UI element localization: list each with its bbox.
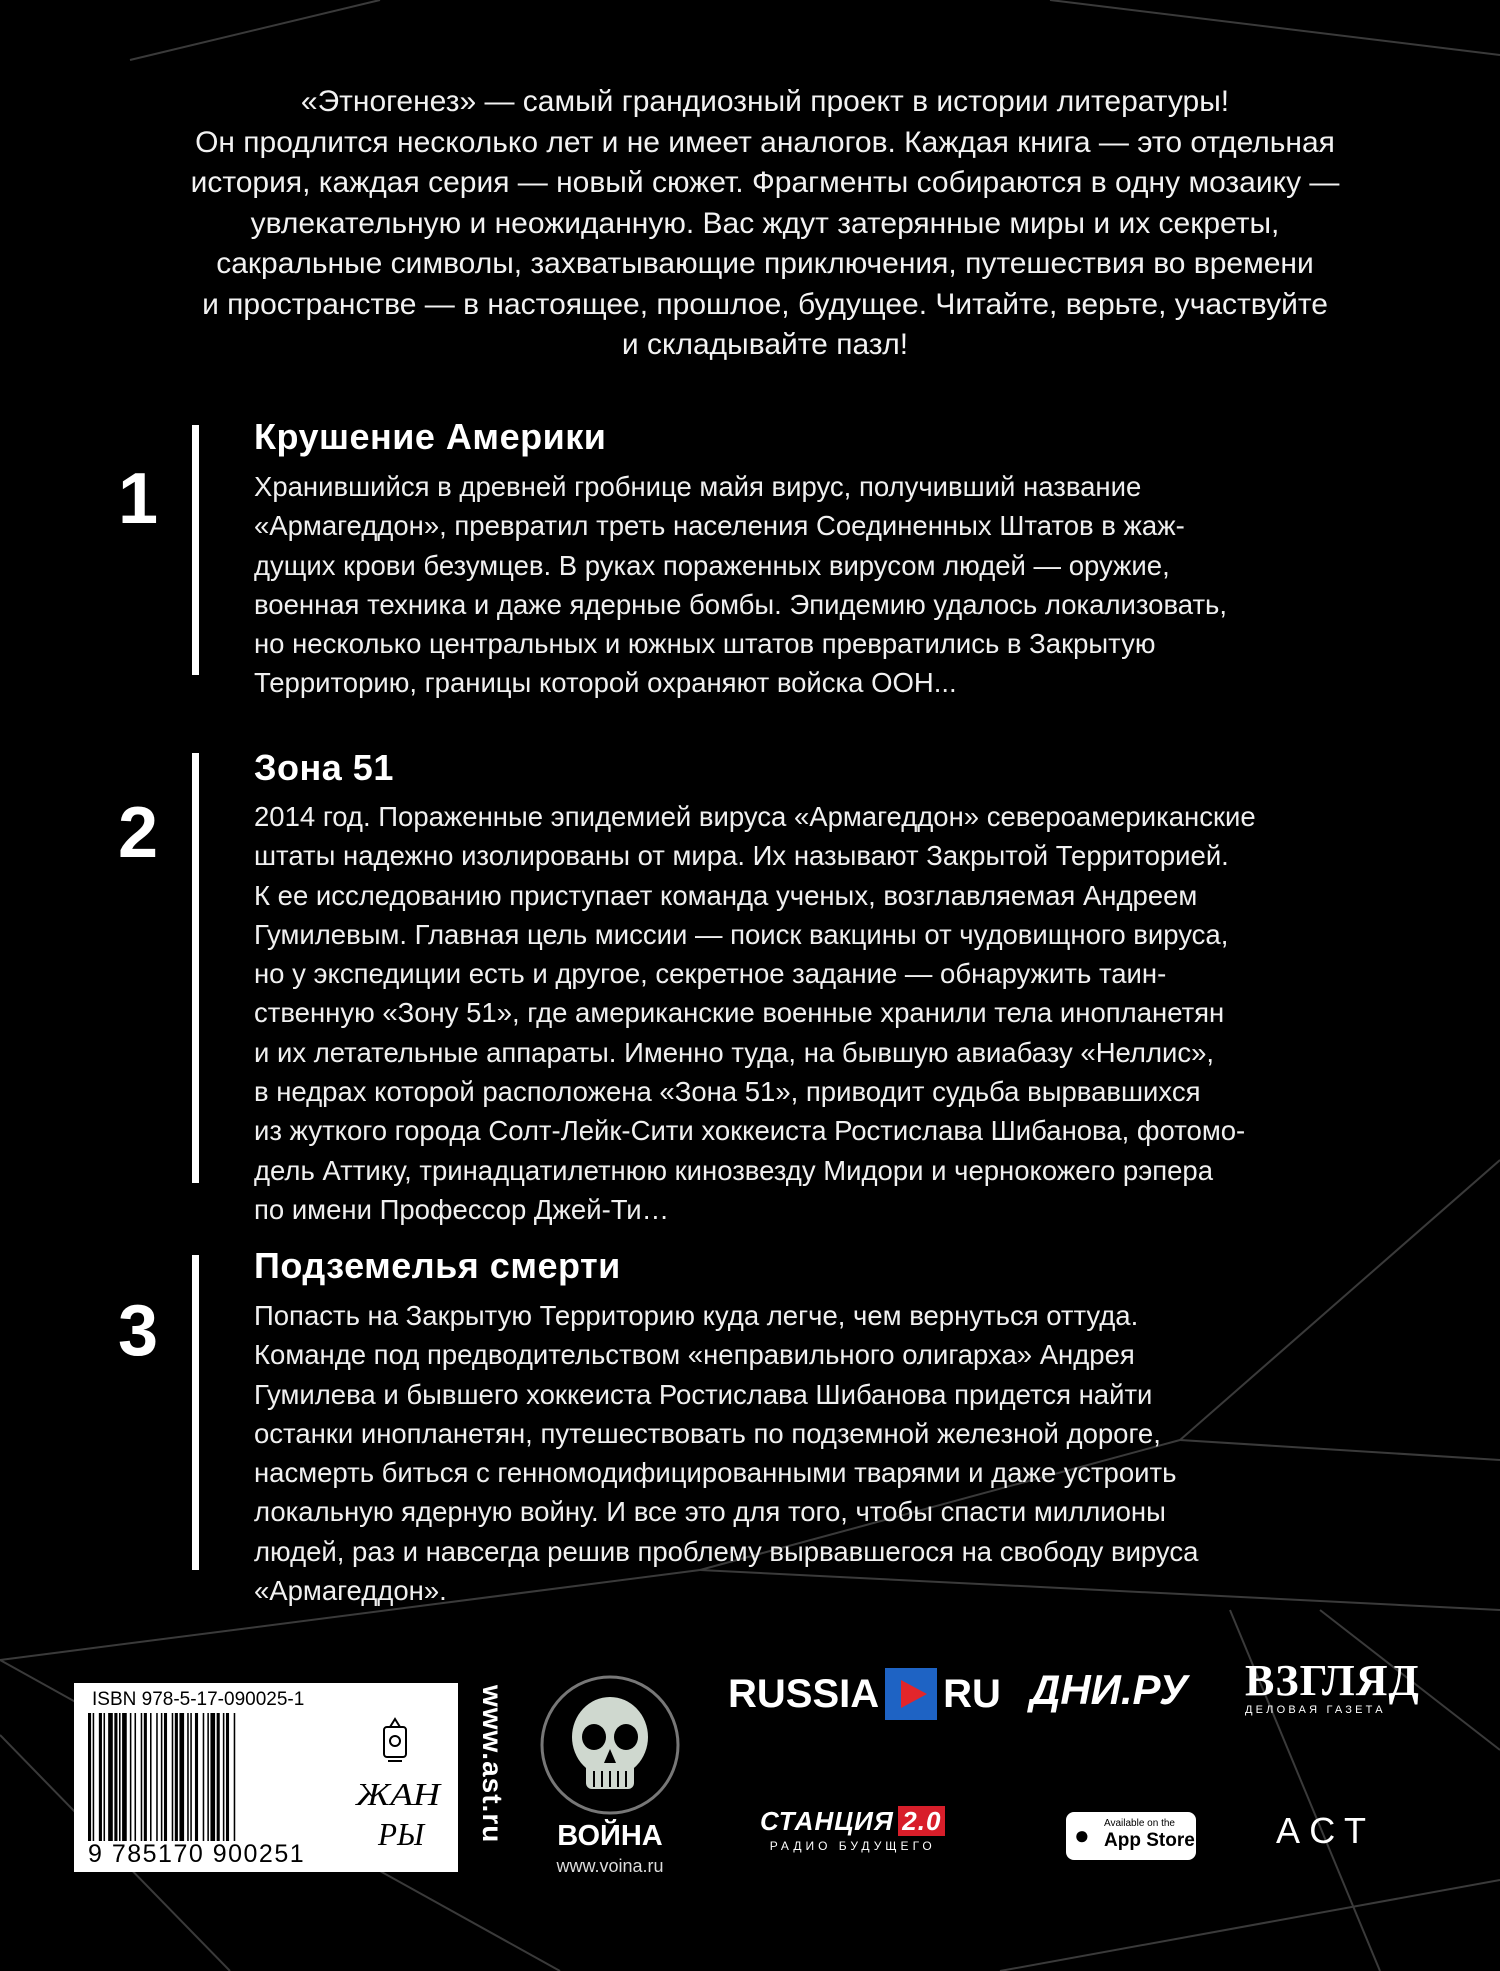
barcode-bar xyxy=(119,1713,121,1841)
description-line: Хранившийся в древней гробнице майя вирус, получивший название xyxy=(254,471,1142,502)
description-line: «Армагеддон». xyxy=(254,1575,447,1607)
description-line: людей, раз и навсегда решив проблему вырвавшегося на свободу вируса xyxy=(254,1535,1199,1567)
stanciya-title: СТАНЦИЯ xyxy=(760,1806,894,1836)
stanciya-logo xyxy=(760,1806,945,1853)
book-description xyxy=(254,1296,1394,1610)
book-title: Подземелья смерти xyxy=(254,1245,621,1286)
barcode-bar xyxy=(104,1713,106,1841)
barcode-bar xyxy=(141,1713,143,1841)
app-store-small-text: Available on the xyxy=(1104,1818,1175,1829)
description-line: в недрах которой расположена «Зона 51», приводит судьба вырвавшихся xyxy=(254,1076,1201,1108)
stanciya-subtitle: РАДИО БУДУЩЕГО xyxy=(769,1839,936,1853)
russia-ru-left: RUSSIA xyxy=(728,1671,880,1716)
book-divider-bar xyxy=(192,1255,199,1570)
intro-line: и пространстве — в настоящее, прошлое, будущее. Читайте, верьте, участвуйте xyxy=(202,287,1328,321)
intro-line: и складывайте пазл! xyxy=(621,328,909,361)
barcode-bar xyxy=(108,1713,113,1841)
book-number: 3 xyxy=(118,1291,159,1371)
book-title: Крушение Америки xyxy=(254,416,607,457)
description-line: но несколько центральных и южных штатов превратились в Закрытую xyxy=(254,628,1156,660)
book-divider-bar xyxy=(192,425,199,675)
description-line: Гумилева и бывшего хоккеиста Ростислава Шибанова придется найти xyxy=(254,1378,1153,1410)
ast-url[interactable]: www.ast.ru xyxy=(477,1685,508,1844)
barcode-bar xyxy=(226,1713,229,1841)
description-line: «Армагеддон», превратил треть населения Соединенных Штатов в жаж- xyxy=(254,510,1185,542)
series-intro xyxy=(120,82,1410,366)
app-store-text: App Store xyxy=(1104,1830,1195,1851)
voina-url[interactable]: www.voina.ru xyxy=(556,1856,664,1876)
zhanry-logo-text: РЫ xyxy=(377,1816,427,1852)
description-line: но у экспедиции есть и другое, секретное задание — обнаружить таин- xyxy=(254,958,1167,990)
barcode-bar xyxy=(99,1713,102,1841)
barcode-bar xyxy=(156,1713,158,1841)
description-line: дущих крови безумцев. В руках пораженных вирусом людей — оружие, xyxy=(254,549,1170,581)
intro-line: «Этногенез» — самый грандиозный проект в истории литературы! xyxy=(300,85,1230,118)
stanciya-badge: 2.0 xyxy=(898,1806,945,1836)
ast-brand-logo: АСТ xyxy=(1276,1810,1377,1851)
description-line: локальную ядерную войну. И все это для того, чтобы спасти миллионы xyxy=(254,1496,1166,1528)
barcode-bar xyxy=(122,1713,127,1841)
barcode-bar xyxy=(114,1713,117,1841)
barcode-bar xyxy=(150,1713,152,1841)
book-title: Зона 51 xyxy=(254,747,394,788)
apple-icon: ● xyxy=(1074,1820,1090,1850)
description-line: по имени Профессор Джей-Ти… xyxy=(254,1193,670,1225)
intro-line: увлекательную и неожиданную. Вас ждут затерянные миры и их секреты, xyxy=(250,206,1280,240)
barcode-bar xyxy=(164,1713,167,1841)
app-store-badge[interactable] xyxy=(1066,1812,1196,1860)
barcode-digits: 9 785170 900251 xyxy=(88,1840,306,1868)
barcode-bar xyxy=(135,1713,137,1841)
barcode-bar xyxy=(179,1713,184,1841)
barcode-image xyxy=(86,1713,331,1841)
barcode-bar xyxy=(88,1713,91,1841)
description-line: Команде под предводительством «неправильного олигарха» Андрея xyxy=(254,1339,1135,1371)
barcode-bar xyxy=(93,1713,95,1841)
description-line: 2014 год. Пораженные эпидемией вируса «Армагеддон» североамериканские xyxy=(254,801,1256,832)
barcode-bar xyxy=(130,1713,132,1841)
play-icon xyxy=(885,1668,937,1720)
description-line: из жуткого города Солт-Лейк-Сити хоккеиста Ростислава Шибанова, фотомо- xyxy=(254,1115,1246,1147)
skull-icon xyxy=(572,1697,648,1789)
barcode-bar xyxy=(223,1713,225,1841)
barcode-bar xyxy=(190,1713,192,1841)
vzglyad-subtitle: ДЕЛОВАЯ ГАЗЕТА xyxy=(1245,1704,1386,1716)
book-description xyxy=(254,467,1394,703)
intro-line: сакральные символы, захватывающие приключения, путешествия во времени xyxy=(216,247,1314,280)
voina-label: ВОЙНА xyxy=(557,1820,663,1852)
description-line: штаты надежно изолированы от мира. Их называют Закрытой Территорией. xyxy=(254,840,1229,872)
description-line: Гумилевым. Главная цель миссии — поиск вакцины от чудовищного вируса, xyxy=(254,918,1229,950)
book-number: 2 xyxy=(118,793,159,873)
barcode-bar xyxy=(172,1713,174,1841)
barcode-bar xyxy=(144,1713,147,1841)
isbn-label: ISBN 978-5-17-090025-1 xyxy=(92,1689,305,1710)
russia-ru-right: RU xyxy=(943,1671,1001,1716)
description-line: Территорию, границы которой охраняют войска ООН... xyxy=(254,667,957,699)
description-line: и их летательные аппараты. Именно туда, на бывшую авиабазу «Неллис», xyxy=(254,1036,1215,1068)
description-line: Попасть на Закрытую Территорию куда легче, чем вернуться оттуда. xyxy=(254,1300,1139,1331)
book-description xyxy=(254,797,1394,1229)
barcode-bar xyxy=(187,1713,189,1841)
lantern-icon xyxy=(384,1719,406,1761)
barcode-bar xyxy=(195,1713,198,1841)
barcode-bar xyxy=(217,1713,220,1841)
description-line: К ее исследованию приступает команда ученых, возглавляемая Андреем xyxy=(254,879,1198,911)
description-line: насмерть биться с генномодифицированными тварями и даже устроить xyxy=(254,1457,1177,1489)
description-line: останки инопланетян, путешествовать по подземной железной дороге, xyxy=(254,1417,1161,1449)
barcode-bar xyxy=(210,1713,215,1841)
russia-ru-logo xyxy=(728,1666,1001,1722)
barcode-bar xyxy=(161,1713,163,1841)
zhanry-logo-text: ЖАН xyxy=(354,1776,443,1812)
description-line: ственную «Зону 51», где американские военные хранили тела инопланетян xyxy=(254,997,1225,1029)
description-line: военная техника и даже ядерные бомбы. Эпидемию удалось локализовать, xyxy=(254,588,1228,620)
barcode-panel xyxy=(74,1683,458,1872)
intro-line: Он продлится несколько лет и не имеет аналогов. Каждая книга — это отдельная xyxy=(195,125,1335,159)
vzglyad-logo xyxy=(1245,1658,1420,1716)
barcode-bar xyxy=(234,1713,236,1841)
description-line: дель Аттику, тринадцатилетнюю кинозвезду Мидори и чернокожего рэпера xyxy=(254,1154,1214,1186)
intro-line: история, каждая серия — новый сюжет. Фрагменты собираются в одну мозаику — xyxy=(190,166,1340,199)
voina-logo xyxy=(520,1675,700,1820)
zhanry-logo xyxy=(348,1713,448,1863)
barcode-bar xyxy=(203,1713,205,1841)
book-divider-bar xyxy=(192,753,199,1183)
barcode-bar xyxy=(175,1713,178,1841)
book-number: 1 xyxy=(118,459,159,539)
vzglyad-title: ВЗГЛЯД xyxy=(1245,1656,1420,1705)
barcode-bar xyxy=(207,1713,209,1841)
dni-ru-logo: ДНИ.РУ xyxy=(1030,1666,1188,1713)
